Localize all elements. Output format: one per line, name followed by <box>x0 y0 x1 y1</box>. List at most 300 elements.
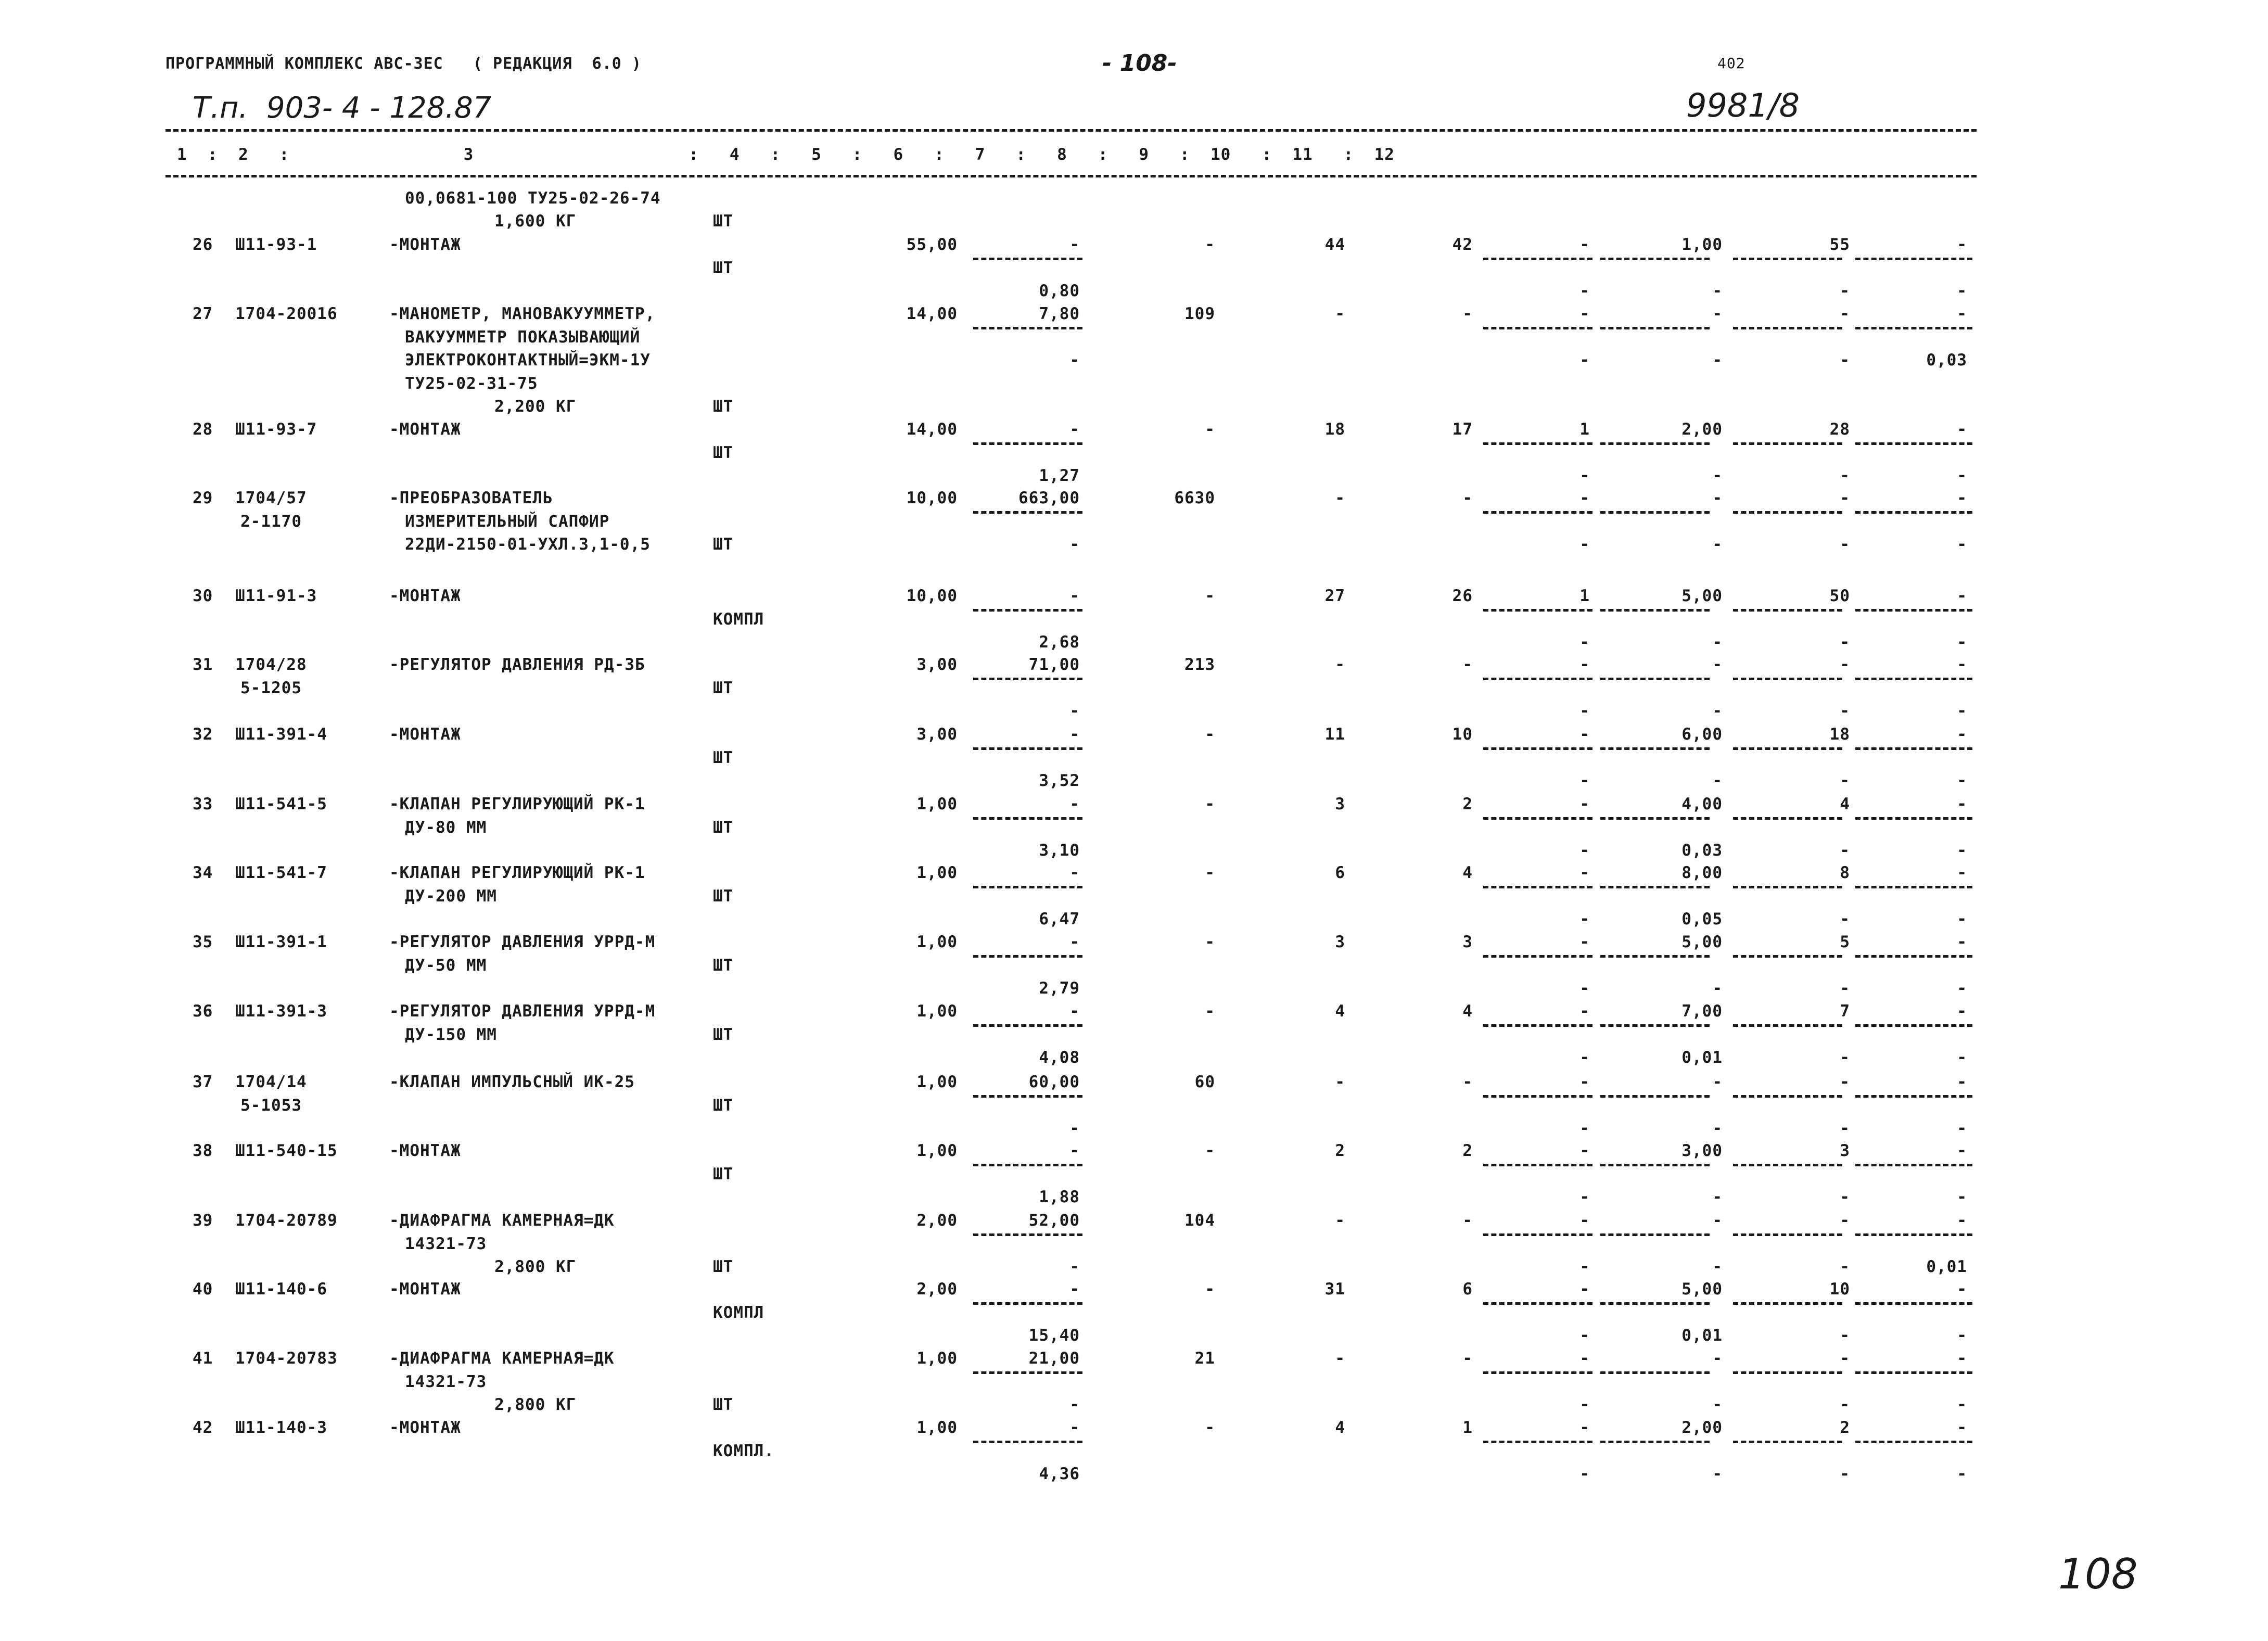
row-code-secondary: 5-1053 <box>240 1096 302 1115</box>
cell-col11: 7 <box>1840 1002 1850 1021</box>
row-unit: ШТ <box>713 1395 734 1414</box>
cols9-12-fraction-rule <box>1483 955 1592 958</box>
cell-col10: - <box>1712 1349 1723 1368</box>
cols9-12-fraction-rule <box>1733 678 1842 680</box>
cols9-12-fraction-rule <box>1483 678 1592 680</box>
cell-col5-bottom: 3,10 <box>1039 841 1080 860</box>
cell-col11-lower: - <box>1840 1257 1850 1276</box>
row-description-line: -МОНТАЖ <box>389 1141 461 1160</box>
row-description-line: -РЕГУЛЯТОР ДАВЛЕНИЯ РД-3Б <box>389 655 645 674</box>
cols9-12-fraction-rule <box>1483 258 1592 260</box>
row-description-line: -МОНТАЖ <box>389 1280 461 1299</box>
cell-col7: - <box>1335 655 1345 674</box>
col5-fraction-rule <box>973 955 1082 958</box>
cell-col11-lower: - <box>1840 1188 1850 1206</box>
cell-col10-lower: 0,05 <box>1681 910 1723 928</box>
cell-col11: 55 <box>1829 235 1850 254</box>
col5-fraction-rule <box>973 817 1082 820</box>
cols9-12-fraction-rule <box>1483 1233 1592 1236</box>
cell-col12: - <box>1957 1280 1967 1299</box>
cell-col11-lower: - <box>1840 282 1850 300</box>
cell-col5-top: 71,00 <box>1028 655 1080 674</box>
row-unit: КОМПЛ. <box>713 1441 774 1460</box>
cell-col5-bottom: - <box>1069 351 1080 370</box>
cell-col11-lower: - <box>1840 910 1850 928</box>
cell-col9: - <box>1579 1141 1590 1160</box>
cols9-12-fraction-rule <box>1733 1371 1842 1374</box>
cell-col4: 1,00 <box>916 933 958 951</box>
cell-col11: 3 <box>1840 1141 1850 1160</box>
continuation-unit: ШТ <box>713 212 734 231</box>
cell-col12: - <box>1957 1002 1967 1021</box>
cell-col9-lower: - <box>1579 351 1590 370</box>
cell-col4: 3,00 <box>916 655 958 674</box>
row-code: Ш11-541-7 <box>235 863 327 882</box>
row-code: Ш11-93-7 <box>235 420 317 439</box>
cell-col7: 31 <box>1324 1280 1345 1299</box>
row-number: 42 <box>193 1418 213 1437</box>
cell-col4: 1,00 <box>916 1002 958 1021</box>
cols9-12-fraction-rule <box>1855 1441 1972 1443</box>
continuation-weight: 1,600 КГ <box>494 212 577 231</box>
row-description-line: -КЛАПАН РЕГУЛИРУЮЩИЙ РК-1 <box>389 795 645 813</box>
row-description-line: ВАКУУММЕТР ПОКАЗЫВАЮЩИЙ <box>405 327 641 347</box>
cell-col8: 4 <box>1462 1002 1473 1021</box>
cols9-12-fraction-rule <box>1600 1095 1710 1098</box>
cols9-12-fraction-rule <box>1600 1233 1710 1236</box>
cell-col11-lower: - <box>1840 1048 1850 1067</box>
cell-col4: 10,00 <box>906 587 958 605</box>
cell-col9-lower: - <box>1579 910 1590 928</box>
cell-col8: 17 <box>1452 420 1473 439</box>
cell-col7: 18 <box>1324 420 1345 439</box>
cell-col5-bottom: - <box>1069 535 1080 554</box>
row-number: 39 <box>193 1211 213 1230</box>
row-unit: ШТ <box>713 1025 734 1044</box>
cols9-12-fraction-rule <box>1855 1233 1972 1236</box>
cell-col10: 6,00 <box>1681 725 1723 744</box>
row-unit: ШТ <box>713 956 734 975</box>
row-code: Ш11-140-3 <box>235 1418 327 1437</box>
cell-col8: - <box>1462 1073 1473 1091</box>
cell-col10-lower: 0,03 <box>1681 841 1723 860</box>
cell-col10-lower: - <box>1712 282 1723 300</box>
cell-col11: - <box>1840 304 1850 323</box>
cell-col6: 104 <box>1184 1211 1215 1230</box>
cell-col6: - <box>1205 795 1215 813</box>
cols9-12-fraction-rule <box>1855 327 1972 329</box>
cell-col5-bottom: 2,68 <box>1039 633 1080 652</box>
cell-col4: 2,00 <box>916 1211 958 1230</box>
row-number: 33 <box>193 795 213 813</box>
cell-col12: - <box>1957 1073 1967 1091</box>
cell-col9-lower: - <box>1579 979 1590 998</box>
row-description-line: ТУ25-02-31-75 <box>405 374 538 393</box>
cell-col10: 5,00 <box>1681 933 1723 951</box>
cols9-12-fraction-rule <box>1600 609 1710 612</box>
cols9-12-fraction-rule <box>1733 1441 1842 1443</box>
cell-col9: - <box>1579 1002 1590 1021</box>
cols9-12-fraction-rule <box>1855 609 1972 612</box>
row-unit: ШТ <box>713 1096 734 1115</box>
row-code: 1704-20016 <box>235 304 338 323</box>
row-code-secondary: 2-1170 <box>240 512 302 531</box>
cell-col9: - <box>1579 1211 1590 1230</box>
cell-col8: 6 <box>1462 1280 1473 1299</box>
cell-col10-lower: - <box>1712 771 1723 790</box>
cell-col9: - <box>1579 933 1590 951</box>
row-description-line: -ПРЕОБРАЗОВАТЕЛЬ <box>389 489 553 507</box>
cell-col12-lower: - <box>1957 1188 1967 1206</box>
cell-col10-lower: - <box>1712 351 1723 370</box>
header-rule-top <box>165 129 1977 132</box>
cell-col7: - <box>1335 304 1345 323</box>
cell-col12: - <box>1957 1418 1967 1437</box>
cell-col10-lower: - <box>1712 1395 1723 1414</box>
cell-col11-lower: - <box>1840 1465 1850 1483</box>
cols9-12-fraction-rule <box>1483 747 1592 750</box>
cell-col10-lower: - <box>1712 1465 1723 1483</box>
row-code: Ш11-540-15 <box>235 1141 338 1160</box>
cell-col9: - <box>1579 863 1590 882</box>
cell-col4: 1,00 <box>916 1073 958 1091</box>
row-unit: ШТ <box>713 535 734 554</box>
cell-col10: - <box>1712 1073 1723 1091</box>
cols9-12-fraction-rule <box>1733 1024 1842 1027</box>
cell-col7: 44 <box>1324 235 1345 254</box>
row-description-line: 2,800 КГ <box>494 1257 577 1276</box>
cols9-12-fraction-rule <box>1600 511 1710 514</box>
row-description-line: ДУ-200 ММ <box>405 886 497 906</box>
row-number: 29 <box>193 489 213 507</box>
row-description-line: -ДИАФРАГМА КАМЕРНАЯ=ДК <box>389 1349 615 1368</box>
cell-col5-top: 52,00 <box>1028 1211 1080 1230</box>
row-code-secondary: 5-1205 <box>240 678 302 697</box>
cell-col7: 4 <box>1335 1418 1345 1437</box>
cols9-12-fraction-rule <box>1483 1024 1592 1027</box>
cell-col12-lower: - <box>1957 1465 1967 1483</box>
cell-col9-lower: - <box>1579 841 1590 860</box>
cell-col5-bottom: 15,40 <box>1028 1326 1080 1345</box>
col5-fraction-rule <box>973 886 1082 888</box>
cell-col11: 28 <box>1829 420 1850 439</box>
cell-col4: 1,00 <box>916 1349 958 1368</box>
cell-col10-lower: - <box>1712 633 1723 652</box>
cell-col5-top: - <box>1069 1002 1080 1021</box>
row-description-line: -ДИАФРАГМА КАМЕРНАЯ=ДК <box>389 1211 615 1230</box>
cell-col5-top: 60,00 <box>1028 1073 1080 1091</box>
cell-col10: - <box>1712 489 1723 507</box>
cell-col4: 55,00 <box>906 235 958 254</box>
cols9-12-fraction-rule <box>1483 1441 1592 1443</box>
cell-col10-lower: - <box>1712 1119 1723 1138</box>
cell-col5-top: - <box>1069 235 1080 254</box>
cols9-12-fraction-rule <box>1855 511 1972 514</box>
row-code: Ш11-541-5 <box>235 795 327 813</box>
cell-col10: 1,00 <box>1681 235 1723 254</box>
cell-col9: - <box>1579 1349 1590 1368</box>
cell-col12-lower: - <box>1957 1395 1967 1414</box>
cell-col11-lower: - <box>1840 841 1850 860</box>
cell-col9-lower: - <box>1579 1257 1590 1276</box>
cell-col10: - <box>1712 1211 1723 1230</box>
cols9-12-fraction-rule <box>1483 1164 1592 1166</box>
cell-col5-top: - <box>1069 1280 1080 1299</box>
cell-col5-top: - <box>1069 933 1080 951</box>
cols9-12-fraction-rule <box>1733 1164 1842 1166</box>
cols9-12-fraction-rule <box>1855 747 1972 750</box>
cell-col12: - <box>1957 863 1967 882</box>
cell-col5-bottom: 1,27 <box>1039 466 1080 485</box>
cell-col9: - <box>1579 655 1590 674</box>
cell-col10: 7,00 <box>1681 1002 1723 1021</box>
cell-col4: 14,00 <box>906 304 958 323</box>
cols9-12-fraction-rule <box>1600 258 1710 260</box>
col5-fraction-rule <box>973 442 1082 445</box>
cell-col8: 10 <box>1452 725 1473 744</box>
cols9-12-fraction-rule <box>1483 1371 1592 1374</box>
row-unit: ШТ <box>713 1164 734 1184</box>
cell-col10-lower: 0,01 <box>1681 1048 1723 1067</box>
cell-col12: - <box>1957 304 1967 323</box>
row-unit: ШТ <box>713 443 734 462</box>
cell-col12: - <box>1957 1349 1967 1368</box>
cell-col12-lower: - <box>1957 841 1967 860</box>
cell-col9: - <box>1579 725 1590 744</box>
cell-col11-lower: - <box>1840 771 1850 790</box>
cols9-12-fraction-rule <box>1855 1024 1972 1027</box>
row-number: 28 <box>193 420 213 439</box>
cell-col4: 10,00 <box>906 489 958 507</box>
cell-col11-lower: - <box>1840 351 1850 370</box>
cols9-12-fraction-rule <box>1600 1024 1710 1027</box>
cell-col10-lower: - <box>1712 979 1723 998</box>
document-code: 9981/8 <box>1686 86 1800 124</box>
cols9-12-fraction-rule <box>1733 817 1842 820</box>
header-rule-bottom <box>165 175 1977 177</box>
row-code: Ш11-140-6 <box>235 1280 327 1299</box>
cell-col9-lower: - <box>1579 282 1590 300</box>
row-unit: ШТ <box>713 678 734 697</box>
cols9-12-fraction-rule <box>1733 1302 1842 1305</box>
row-description-line: -МОНТАЖ <box>389 587 461 605</box>
row-code: 1704/57 <box>235 489 307 507</box>
row-unit: ШТ <box>713 818 734 837</box>
col5-fraction-rule <box>973 1024 1082 1027</box>
cell-col6: - <box>1205 1141 1215 1160</box>
cols9-12-fraction-rule <box>1483 442 1592 445</box>
cell-col9: - <box>1579 304 1590 323</box>
cell-col9: - <box>1579 1418 1590 1437</box>
cell-col8: 1 <box>1462 1418 1473 1437</box>
cell-col7: 6 <box>1335 863 1345 882</box>
cols9-12-fraction-rule <box>1733 258 1842 260</box>
cell-col5-top: - <box>1069 587 1080 605</box>
cell-col8: 26 <box>1452 587 1473 605</box>
cols9-12-fraction-rule <box>1855 258 1972 260</box>
cell-col9-lower: - <box>1579 771 1590 790</box>
cols9-12-fraction-rule <box>1733 747 1842 750</box>
cell-col12: - <box>1957 725 1967 744</box>
cell-col6: - <box>1205 933 1215 951</box>
cell-col10: - <box>1712 655 1723 674</box>
cell-col11: - <box>1840 1073 1850 1091</box>
cell-col12-lower: 0,03 <box>1926 351 1967 370</box>
cell-col12-lower: - <box>1957 771 1967 790</box>
cols9-12-fraction-rule <box>1483 817 1592 820</box>
row-description-line: -МОНТАЖ <box>389 235 461 254</box>
cell-col9-lower: - <box>1579 1465 1590 1483</box>
row-unit: ШТ <box>713 748 734 767</box>
row-unit: ШТ <box>713 886 734 906</box>
cell-col7: - <box>1335 1073 1345 1091</box>
row-number: 30 <box>193 587 213 605</box>
cell-col12-lower: 0,01 <box>1926 1257 1967 1276</box>
cell-col11-lower: - <box>1840 1326 1850 1345</box>
cell-col4: 1,00 <box>916 863 958 882</box>
page-small-number: 402 <box>1717 55 1745 72</box>
cols9-12-fraction-rule <box>1600 747 1710 750</box>
cols9-12-fraction-rule <box>1600 442 1710 445</box>
cell-col9-lower: - <box>1579 1188 1590 1206</box>
cell-col4: 1,00 <box>916 1418 958 1437</box>
cell-col8: - <box>1462 1211 1473 1230</box>
cols9-12-fraction-rule <box>1733 886 1842 888</box>
cols9-12-fraction-rule <box>1855 817 1972 820</box>
cols9-12-fraction-rule <box>1600 327 1710 329</box>
row-unit: ШТ <box>713 258 734 277</box>
cell-col11: - <box>1840 1349 1850 1368</box>
cell-col12-lower: - <box>1957 1119 1967 1138</box>
col5-fraction-rule <box>973 1164 1082 1166</box>
cols9-12-fraction-rule <box>1855 886 1972 888</box>
cell-col12-lower: - <box>1957 910 1967 928</box>
cell-col12-lower: - <box>1957 702 1967 720</box>
row-code: Ш11-91-3 <box>235 587 317 605</box>
cell-col6: - <box>1205 725 1215 744</box>
cell-col12: - <box>1957 655 1967 674</box>
row-number: 36 <box>193 1002 213 1021</box>
cell-col8: 3 <box>1462 933 1473 951</box>
cell-col9: 1 <box>1579 587 1590 605</box>
page-mark: - 108- <box>1102 50 1177 77</box>
cell-col10: 4,00 <box>1681 795 1723 813</box>
col5-fraction-rule <box>973 609 1082 612</box>
cell-col8: - <box>1462 489 1473 507</box>
cell-col5-bottom: - <box>1069 1119 1080 1138</box>
cell-col5-top: - <box>1069 1141 1080 1160</box>
cell-col10-lower: 0,01 <box>1681 1326 1723 1345</box>
cell-col8: 2 <box>1462 1141 1473 1160</box>
cell-col5-bottom: - <box>1069 1257 1080 1276</box>
cols9-12-fraction-rule <box>1733 1095 1842 1098</box>
cols9-12-fraction-rule <box>1855 955 1972 958</box>
cell-col12: - <box>1957 1141 1967 1160</box>
cols9-12-fraction-rule <box>1483 1095 1592 1098</box>
cell-col12: - <box>1957 795 1967 813</box>
cell-col6: - <box>1205 1418 1215 1437</box>
cols9-12-fraction-rule <box>1733 327 1842 329</box>
program-title: ПРОГРАММНЫЙ КОМПЛЕКС АВС-ЗЕС ( РЕДАКЦИЯ 6.0 ) <box>165 55 642 73</box>
cell-col7: 27 <box>1324 587 1345 605</box>
cell-col11: - <box>1840 655 1850 674</box>
cols9-12-fraction-rule <box>1600 955 1710 958</box>
row-description-line: -МОНТАЖ <box>389 725 461 744</box>
cell-col10: 3,00 <box>1681 1141 1723 1160</box>
row-description-line: -РЕГУЛЯТОР ДАВЛЕНИЯ УРРД-М <box>389 1002 656 1021</box>
row-code: Ш11-391-1 <box>235 933 327 951</box>
cell-col12: - <box>1957 235 1967 254</box>
row-number: 37 <box>193 1073 213 1091</box>
cell-col7: 2 <box>1335 1141 1345 1160</box>
cols9-12-fraction-rule <box>1600 1302 1710 1305</box>
cell-col8: - <box>1462 1349 1473 1368</box>
cell-col11: 50 <box>1829 587 1850 605</box>
row-number: 31 <box>193 655 213 674</box>
row-description-line: -МОНТАЖ <box>389 420 461 439</box>
handwritten-page-number: 108 <box>2058 1550 2138 1598</box>
cell-col4: 14,00 <box>906 420 958 439</box>
cols9-12-fraction-rule <box>1855 1302 1972 1305</box>
cell-col11: 8 <box>1840 863 1850 882</box>
row-code: 1704/28 <box>235 655 307 674</box>
cell-col9: - <box>1579 1280 1590 1299</box>
cell-col11: - <box>1840 1211 1850 1230</box>
col5-fraction-rule <box>973 258 1082 260</box>
cell-col9: - <box>1579 1073 1590 1091</box>
row-description-line: ЭЛЕКТРОКОНТАКТНЫЙ=ЭКМ-1У <box>405 351 651 370</box>
cell-col12: - <box>1957 420 1967 439</box>
cell-col10: 5,00 <box>1681 1280 1723 1299</box>
cell-col7: 4 <box>1335 1002 1345 1021</box>
cols9-12-fraction-rule <box>1600 886 1710 888</box>
cols9-12-fraction-rule <box>1855 678 1972 680</box>
row-description-line: -МАНОМЕТР, МАНОВАКУУММЕТР, <box>389 304 656 323</box>
cols9-12-fraction-rule <box>1733 442 1842 445</box>
cell-col8: - <box>1462 655 1473 674</box>
cell-col10: 8,00 <box>1681 863 1723 882</box>
row-unit: ШТ <box>713 1257 734 1276</box>
cell-col9: - <box>1579 235 1590 254</box>
cell-col12-lower: - <box>1957 1326 1967 1345</box>
cell-col9-lower: - <box>1579 1326 1590 1345</box>
cell-col7: - <box>1335 489 1345 507</box>
cols9-12-fraction-rule <box>1733 1233 1842 1236</box>
cell-col5-bottom: - <box>1069 1395 1080 1414</box>
row-code: 1704-20783 <box>235 1349 338 1368</box>
cell-col11: 5 <box>1840 933 1850 951</box>
cols9-12-fraction-rule <box>1733 955 1842 958</box>
cell-col6: - <box>1205 1280 1215 1299</box>
cols9-12-fraction-rule <box>1733 609 1842 612</box>
cell-col12-lower: - <box>1957 466 1967 485</box>
cell-col7: 11 <box>1324 725 1345 744</box>
cell-col12: - <box>1957 933 1967 951</box>
cell-col12-lower: - <box>1957 979 1967 998</box>
row-number: 32 <box>193 725 213 744</box>
row-description-line: ИЗМЕРИТЕЛЬНЫЙ САПФИР <box>405 512 610 531</box>
cell-col9-lower: - <box>1579 1119 1590 1138</box>
cell-col5-top: - <box>1069 795 1080 813</box>
col5-fraction-rule <box>973 327 1082 329</box>
cell-col11-lower: - <box>1840 633 1850 652</box>
cell-col9-lower: - <box>1579 1395 1590 1414</box>
cell-col5-bottom: 4,36 <box>1039 1465 1080 1483</box>
cols9-12-fraction-rule <box>1483 886 1592 888</box>
col5-fraction-rule <box>973 747 1082 750</box>
cell-col5-bottom: 0,80 <box>1039 282 1080 300</box>
cell-col4: 2,00 <box>916 1280 958 1299</box>
